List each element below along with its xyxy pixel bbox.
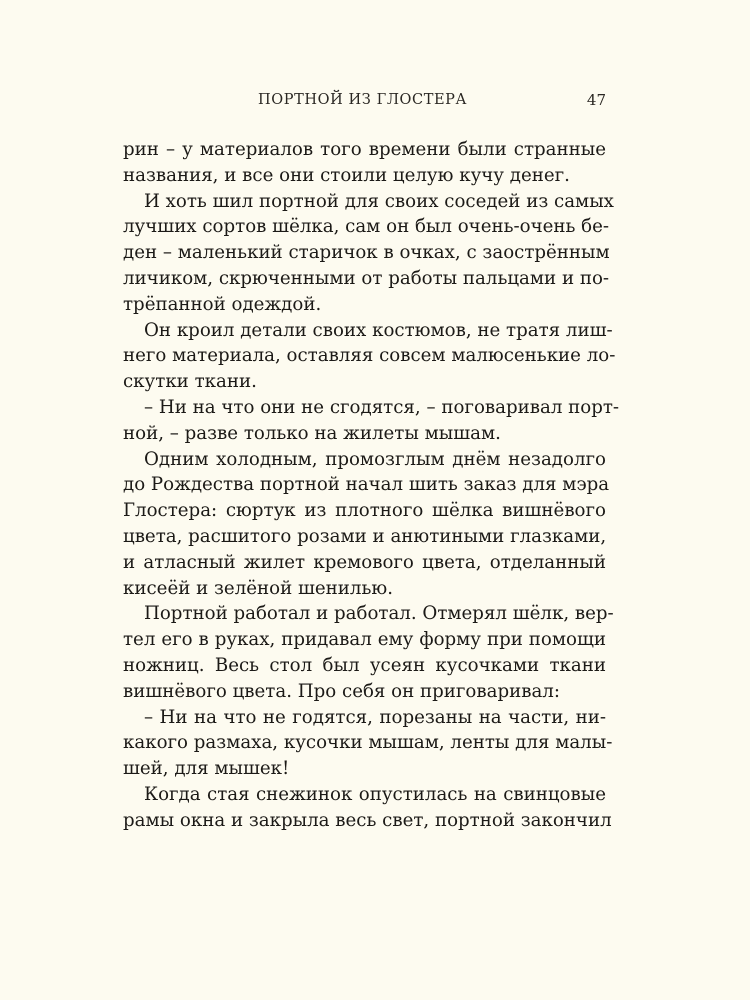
text-line: ной, – разве только на жилеты мышам. — [123, 422, 501, 444]
text-line: цвета, расшитого розами и анютиными глазками, — [123, 525, 607, 547]
text-line: него материала, оставляя совсем малюсенькие ло- — [123, 345, 616, 367]
text-line: вишнёвого цвета. Про себя он приговаривал: — [123, 680, 560, 702]
text-line: трёпанной одеждой. — [123, 293, 322, 315]
body-text — [123, 137, 620, 834]
text-line: ножниц. Весь стол был усеян кусочками ткани — [123, 654, 606, 676]
text-line: какого размаха, кусочки мышам, ленты для малы- — [123, 732, 613, 754]
text-line: ден – маленький старичок в очках, с заострённым — [123, 242, 610, 264]
text-line: Глостера: сюртук из плотного шёлка вишнёвого — [123, 500, 606, 522]
text-line: Портной работал и работал. Отмерял шёлк, вер- — [144, 603, 614, 625]
text-line: Одним холодным, промозглым днём незадолго — [144, 448, 606, 470]
text-line: Когда стая снежинок опустилась на свинцовые — [144, 783, 606, 805]
text-line: лучших сортов шёлка, сам он был очень-очень бе- — [123, 216, 610, 238]
text-line: шей, для мышек! — [123, 758, 290, 780]
text-line: личиком, скрюченными от работы пальцами и по- — [123, 267, 610, 289]
text-line: рамы окна и закрыла весь свет, портной закончил — [123, 809, 612, 831]
text-line: кисеёй и зелёной шенилью. — [123, 577, 393, 599]
running-title: ПОРТНОЙ ИЗ ГЛОСТЕРА — [258, 92, 468, 108]
text-line: названия, и все они стоили целую кучу денег. — [123, 164, 570, 186]
page-number: 47 — [586, 91, 606, 109]
text-line: тел его в руках, придавал ему форму при помощи — [123, 629, 606, 651]
text-line: и атласный жилет кремового цвета, отделанный — [123, 551, 606, 573]
text-line: Он кроил детали своих костюмов, не тратя лиш- — [144, 319, 613, 341]
text-line: до Рождества портной начал шить заказ для мэра — [123, 474, 610, 496]
text-line: – Ни на что не годятся, порезаны на части, ни- — [144, 706, 606, 728]
text-line: – Ни на что они не сгодятся, – поговаривал порт- — [144, 396, 620, 418]
text-line: скутки ткани. — [123, 371, 257, 393]
text-line: И хоть шил портной для своих соседей из самых — [144, 190, 614, 212]
text-line: рин – у материалов того времени были странные — [123, 139, 606, 160]
